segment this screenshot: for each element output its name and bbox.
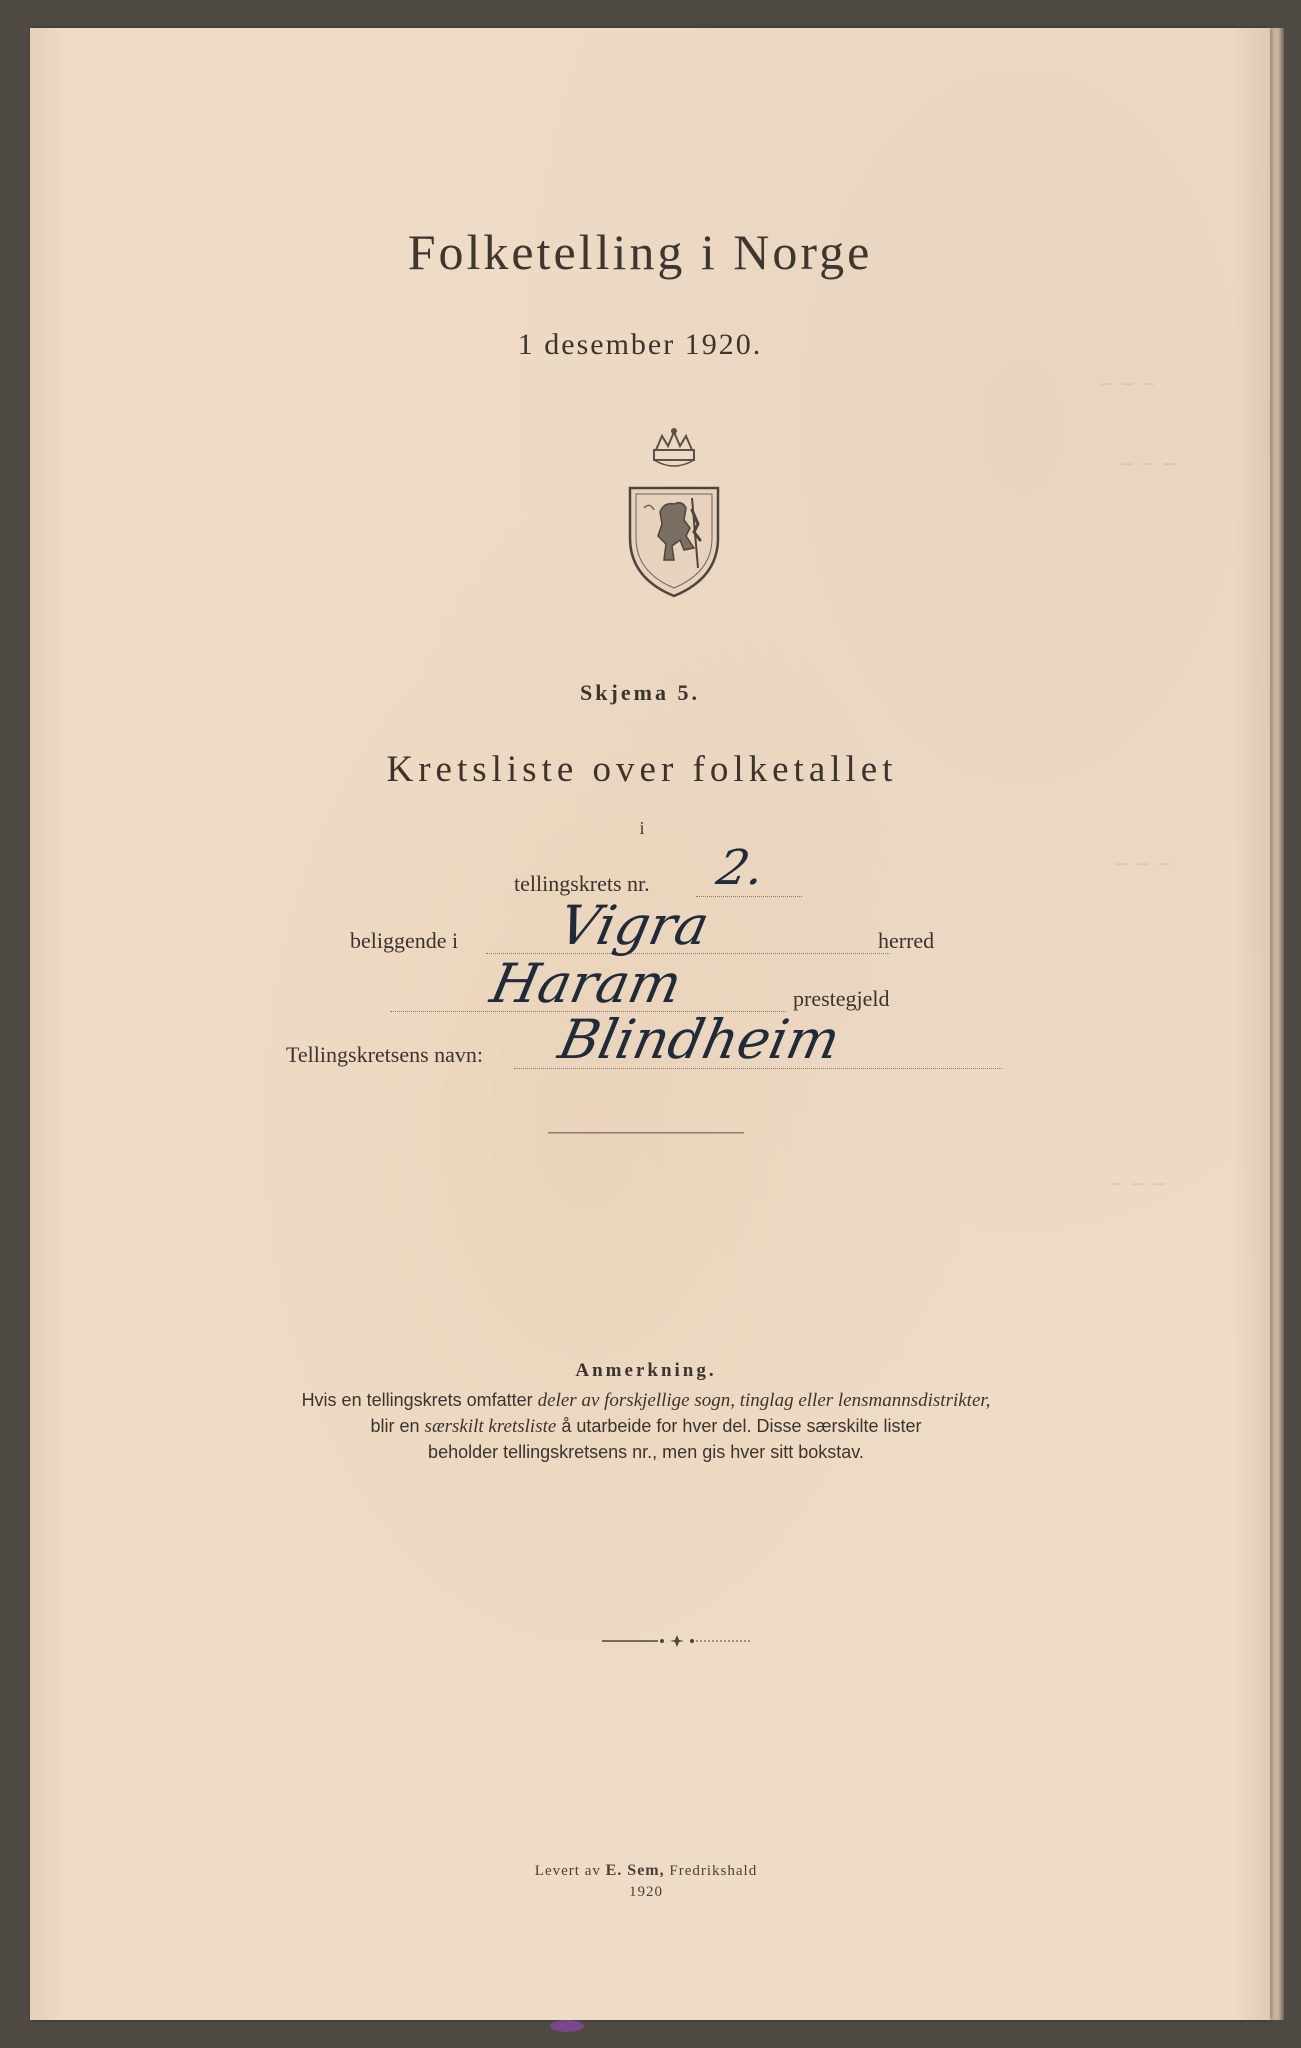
printer-prefix: Levert av: [534, 1863, 606, 1879]
norwegian-coat-of-arms-icon: [624, 428, 724, 598]
note-heading: Anmerkning.: [575, 1360, 717, 1381]
bleed-through-mark: – – –: [1100, 368, 1156, 398]
krets-label: tellingskrets nr.: [514, 871, 650, 896]
prestegjeld-suffix: prestegjeld: [793, 986, 890, 1011]
page-edge: [1270, 28, 1284, 2020]
printer-name: E. Sem,: [605, 1862, 665, 1879]
prestegjeld-name-field[interactable]: Haram: [485, 952, 688, 1015]
note-line-1-emphasis: deler av forskjellige sogn, tinglag eller lensmannsdistrikter,: [537, 1390, 991, 1411]
bleed-through-mark: – – –: [1110, 1168, 1166, 1198]
census-date: 1 desember 1920.: [517, 328, 763, 361]
note-line-2-emphasis: særskilt kretsliste: [424, 1416, 557, 1437]
ink-stain: [550, 2020, 584, 2032]
connector-text: i: [639, 818, 645, 838]
document-title: Folketelling i Norge: [407, 224, 873, 280]
navn-label: Tellingskretsens navn:: [286, 1042, 484, 1067]
bleed-through-mark: – – –: [1120, 448, 1176, 478]
note-line-2: [371, 1416, 922, 1438]
section-divider: [548, 1132, 744, 1134]
bleed-through-mark: – – –: [1115, 848, 1171, 878]
note-line-3: beholder tellingskretsens nr., men gis hver sitt bokstav.: [428, 1442, 864, 1462]
printer-place: Fredrikshald: [664, 1863, 758, 1879]
krets-number-field[interactable]: 2.: [712, 840, 770, 896]
census-form-page: [30, 28, 1270, 2020]
ornamental-divider-icon: [602, 1633, 752, 1649]
herred-prefix: beliggende i: [350, 928, 459, 953]
printer-year: 1920: [629, 1884, 663, 1900]
herred-name-field[interactable]: Vigra: [553, 894, 715, 957]
krets-navn-field[interactable]: Blindheim: [553, 1008, 846, 1071]
note-line-2-text-a: blir en: [370, 1416, 425, 1436]
schema-number: Skjema 5.: [580, 680, 700, 705]
herred-suffix: herred: [878, 928, 935, 953]
note-line-1-text: Hvis en tellingskrets omfatter: [301, 1390, 538, 1410]
note-line-2-text-c: å utarbeide for hver del. Disse særskilte lister: [556, 1416, 922, 1436]
printer-credit: [535, 1862, 757, 1880]
note-line-1: [302, 1390, 991, 1412]
document-subtitle: Kretsliste over folketallet: [386, 749, 898, 790]
